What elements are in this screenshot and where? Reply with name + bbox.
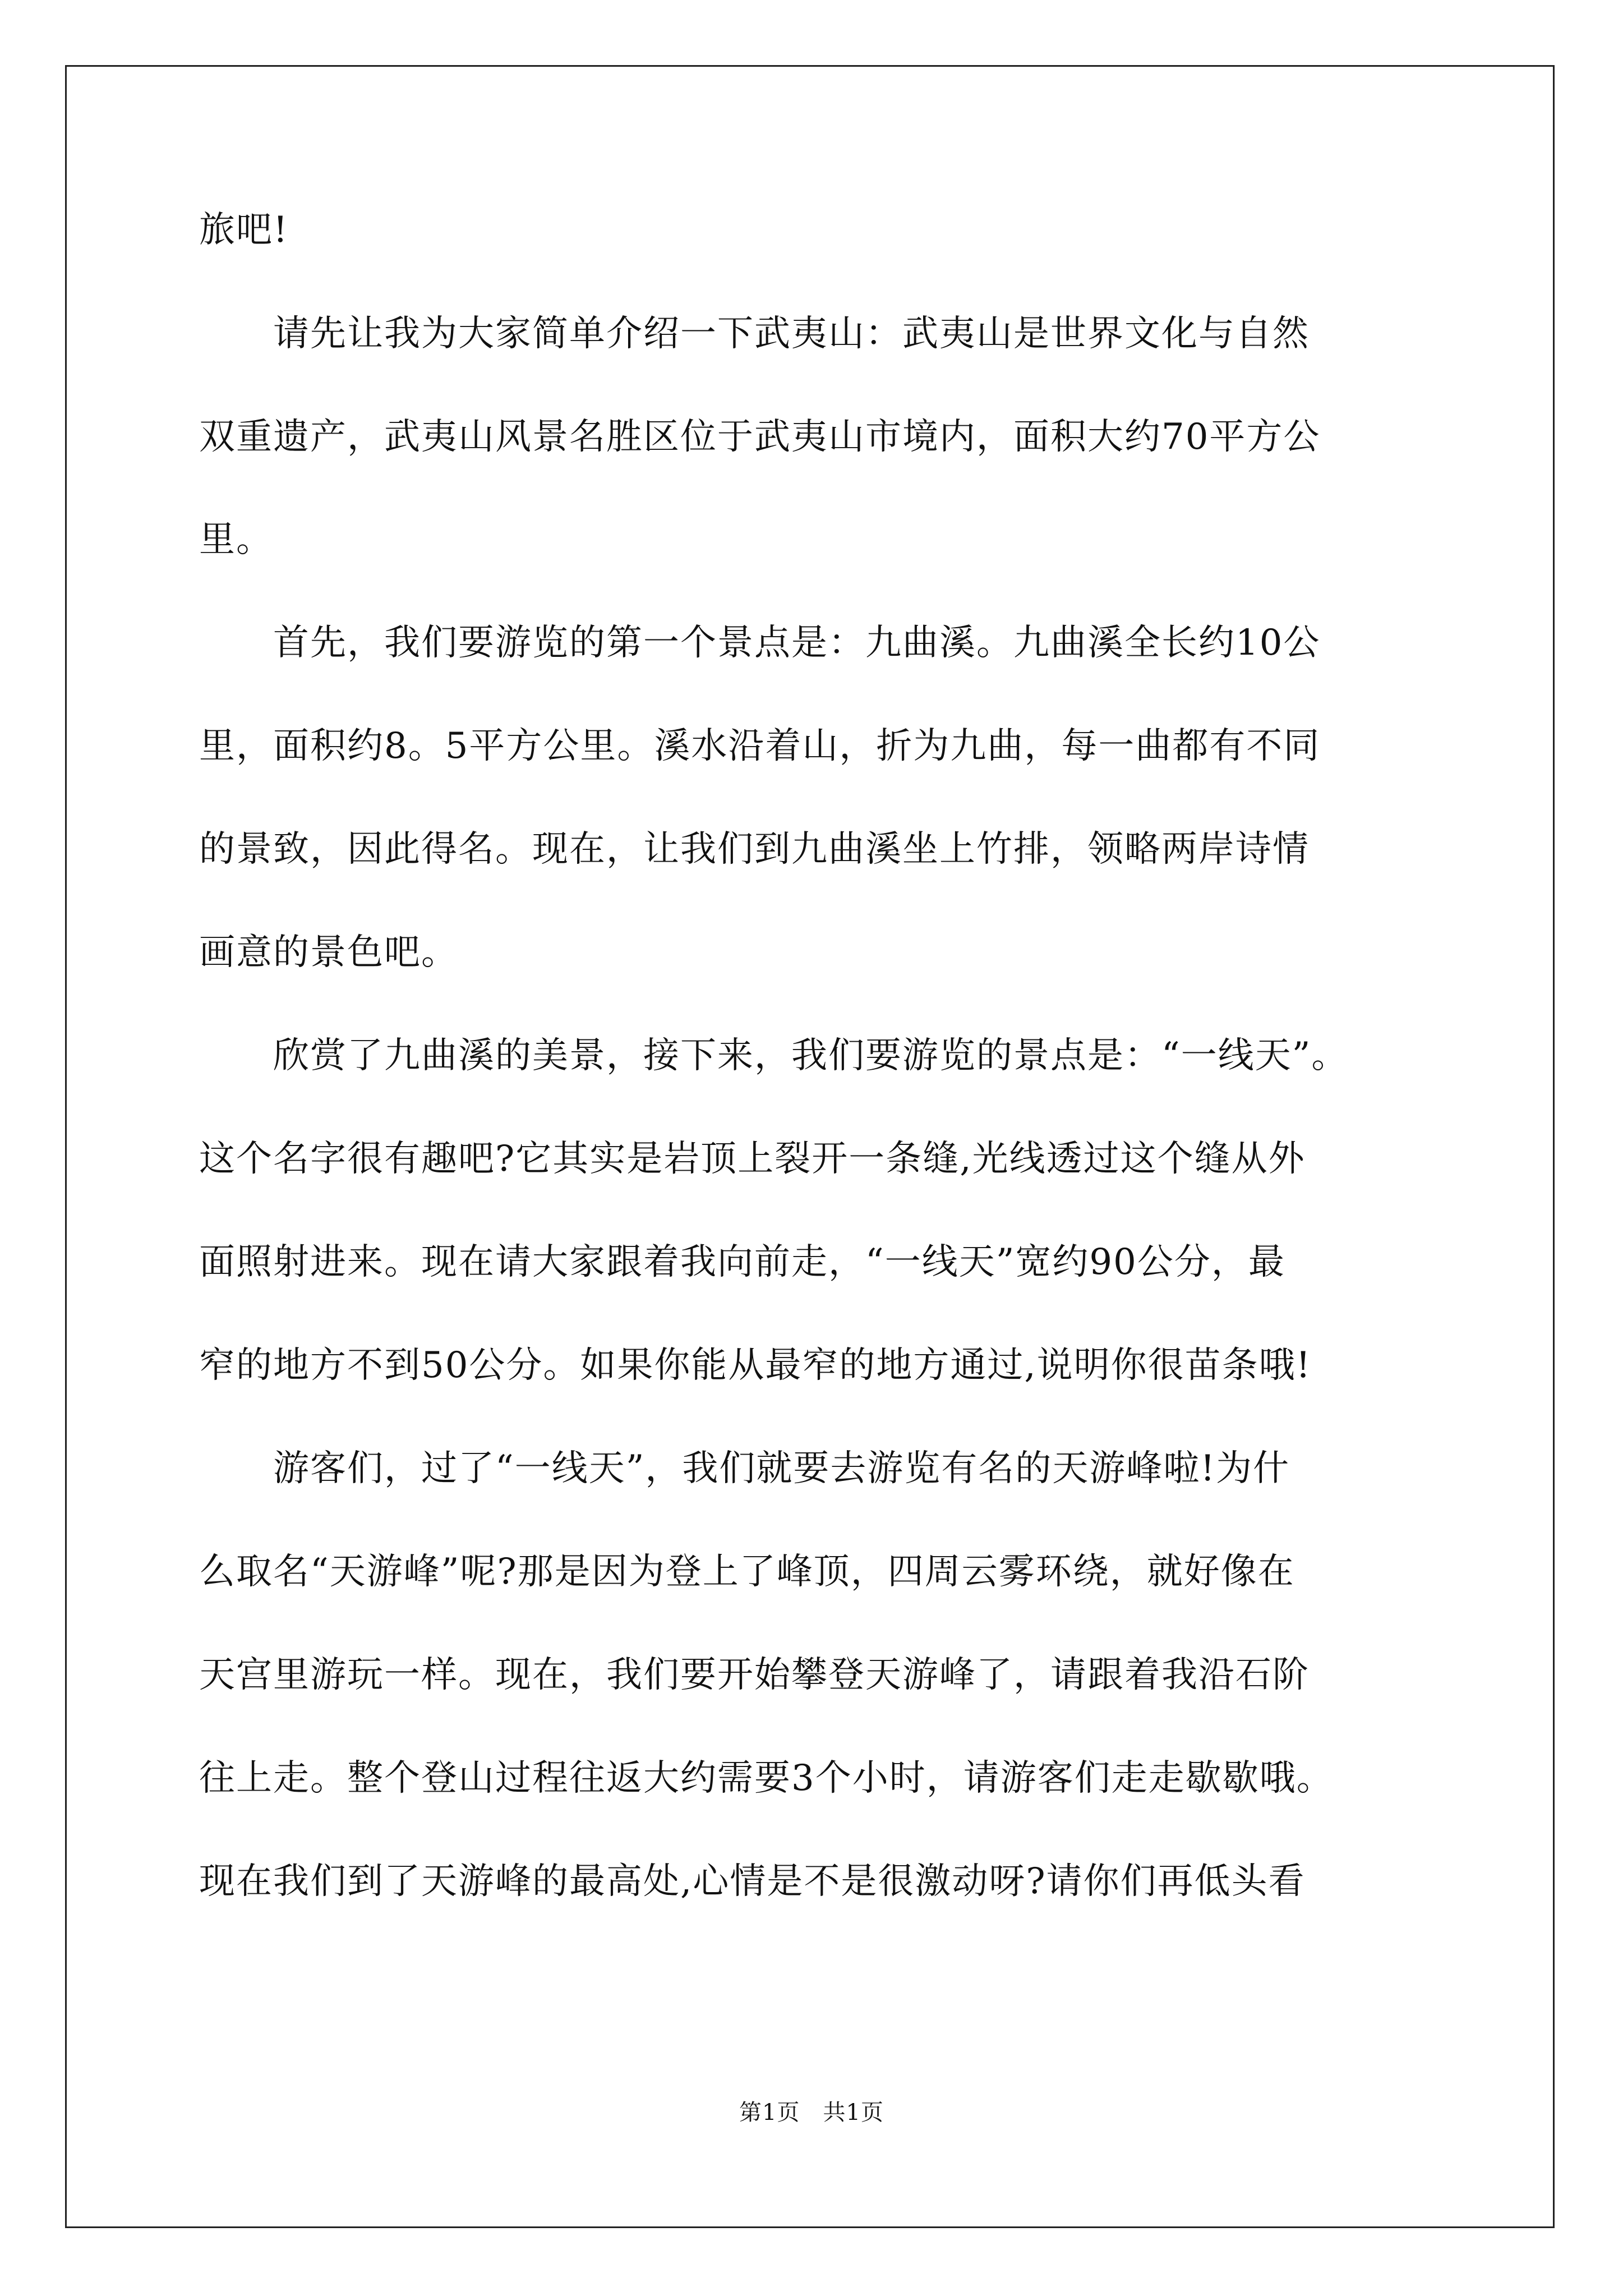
text-line: 画意的景色吧。: [199, 932, 458, 973]
text-line: 窄的地方不到50公分。如果你能从最窄的地方通过,说明你很苗条哦!: [199, 1345, 1312, 1386]
text-line: 欣赏了九曲溪的美景，接下来，我们要游览的景点是：“一线天”。: [199, 1035, 1349, 1076]
text-line: 现在我们到了天游峰的最高处,心情是不是很激动呀?请你们再低头看: [199, 1861, 1306, 1902]
text-line: 往上走。整个登山过程往返大约需要3个小时，请游客们走走歇歇哦。: [199, 1757, 1334, 1799]
text-line: 请先让我为大家简单介绍一下武夷山：武夷山是世界文化与自然: [199, 313, 1310, 355]
text-line: 天宫里游玩一样。现在，我们要开始攀登天游峰了，请跟着我沿石阶: [199, 1654, 1310, 1696]
text-line: 旅吧!: [199, 209, 289, 251]
text-line: 的景致，因此得名。现在，让我们到九曲溪坐上竹排，领略两岸诗情: [199, 829, 1310, 870]
text-line: 面照射进来。现在请大家跟着我向前走，“一线天”宽约90公分，最: [199, 1241, 1285, 1283]
text-line: 双重遗产，武夷山风景名胜区位于武夷山市境内，面积大约70平方公: [199, 416, 1321, 458]
text-line: 里，面积约8。5平方公里。溪水沿着山，折为九曲，每一曲都有不同: [199, 725, 1321, 767]
text-line: 首先，我们要游览的第一个景点是：九曲溪。九曲溪全长约10公: [199, 622, 1321, 664]
text-line: 里。: [199, 519, 273, 560]
page-number-footer: 第1页 共1页: [739, 2100, 884, 2125]
text-line: 么取名“天游峰”呢?那是因为登上了峰顶，四周云雾环绕，就好像在: [199, 1551, 1295, 1593]
text-line: 游客们，过了“一线天”，我们就要去游览有名的天游峰啦!为什: [199, 1448, 1290, 1489]
text-line: 这个名字很有趣吧?它其实是岩顶上裂开一条缝,光线透过这个缝从外: [199, 1138, 1306, 1180]
